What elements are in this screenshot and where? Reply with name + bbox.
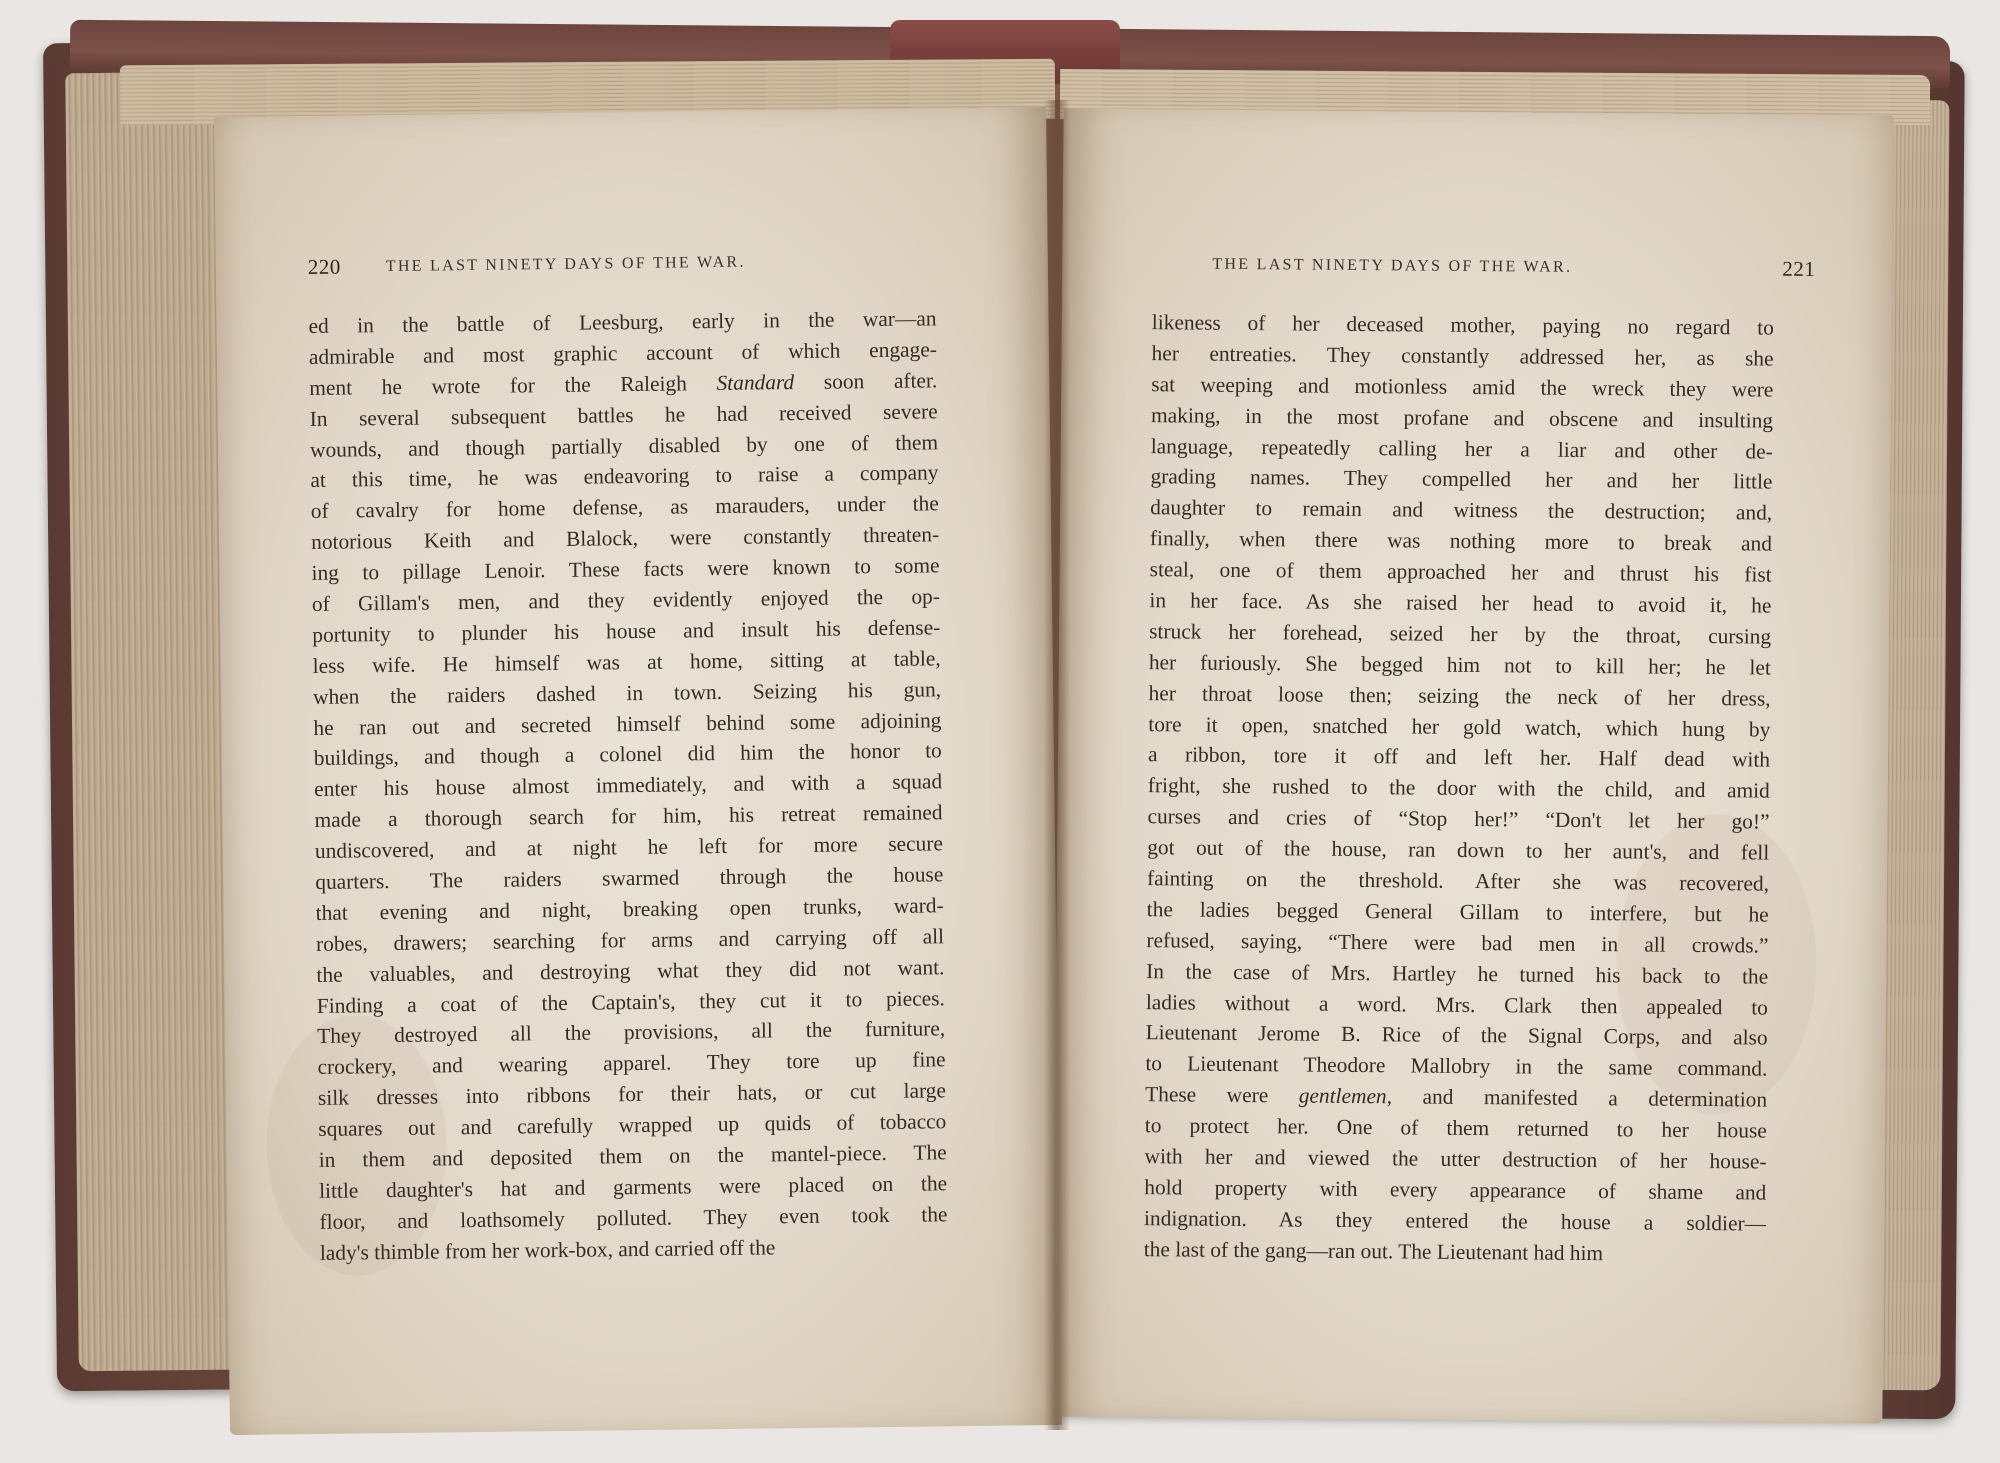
text-line: to protect her. One of them returned to her house bbox=[1144, 1113, 1767, 1143]
text-line: wounds, and though partially disabled by one of them bbox=[309, 429, 939, 462]
text-line: at this time, he was endeavoring to raise a company bbox=[310, 460, 939, 493]
text-segment: and manifested a determination bbox=[1391, 1084, 1768, 1112]
text-line: notorious Keith and Blalock, were constantly threaten- bbox=[311, 522, 940, 555]
text-line: he ran out and secreted himself behind some adjoining bbox=[313, 707, 942, 740]
text-line: tore it open, snatched her gold watch, which hung by bbox=[1148, 711, 1771, 742]
text-line: undiscovered, and at night he left for more secure bbox=[314, 831, 944, 864]
text-line: that evening and night, breaking open trunks, ward- bbox=[315, 893, 944, 925]
text-line: of cavalry for home defense, as marauders, under the bbox=[310, 491, 939, 524]
text-line: little daughter's hat and garments were placed on the bbox=[318, 1171, 948, 1203]
text-line: the valuables, and destroying what they did not want. bbox=[316, 954, 945, 987]
text-line: language, repeatedly calling her a liar and other de- bbox=[1150, 433, 1773, 464]
text-line: her furiously. She begged him not to kill her; he let bbox=[1148, 649, 1771, 680]
text-line: made a thorough search for him, his retreat remained bbox=[314, 800, 943, 833]
text-segment: soon after. bbox=[794, 368, 938, 394]
text-line: ed in the battle of Leesburg, early in the war—an bbox=[308, 306, 937, 338]
text-line: indignation. As they entered the house a soldier— bbox=[1143, 1205, 1767, 1236]
italic-word: Standard bbox=[716, 369, 795, 395]
text-line: robes, drawers; searching for arms and carrying off all bbox=[315, 924, 945, 956]
text-line: admirable and most graphic account of which engage- bbox=[308, 337, 938, 369]
text-line: fright, she rushed to the door with the child, and amid bbox=[1147, 773, 1770, 803]
text-line: the ladies begged General Gillam to interfere, but he bbox=[1146, 897, 1769, 927]
text-line: Finding a coat of the Captain's, they cut it to pieces. bbox=[316, 985, 945, 1018]
text-line: floor, and loathsomely polluted. They even took the bbox=[319, 1202, 948, 1234]
left-running-head: THE LAST NINETY DAYS OF THE WAR. bbox=[385, 253, 746, 276]
text-segment: ment he wrote for the Raleigh bbox=[309, 370, 717, 400]
text-line: lady's thimble from her work-box, and carried off the bbox=[319, 1235, 776, 1265]
text-line: fainting on the threshold. After she was recovered, bbox=[1146, 866, 1770, 896]
text-line: They destroyed all the provisions, all the furniture, bbox=[317, 1016, 946, 1049]
text-line: her entreaties. They constantly addressed her, as she bbox=[1151, 341, 1774, 371]
text-line: in her face. As she raised her head to avoid it, he bbox=[1149, 588, 1772, 618]
text-line: silk dresses into ribbons for their hats, or cut large bbox=[317, 1078, 947, 1111]
text-line: likeness of her deceased mother, paying no regard to bbox=[1151, 310, 1774, 340]
right-page bbox=[1052, 108, 1893, 1423]
right-running-head: THE LAST NINETY DAYS OF THE WAR. bbox=[1212, 255, 1573, 276]
text-line: finally, when there was nothing more to break and bbox=[1149, 526, 1773, 556]
text-line: when the raiders dashed in town. Seizing his gun, bbox=[312, 676, 942, 709]
text-segment: These were bbox=[1145, 1082, 1299, 1108]
text-line: with her and viewed the utter destruction of her house- bbox=[1144, 1144, 1767, 1174]
text-line: less wife. He himself was at home, sitting at table, bbox=[312, 646, 941, 678]
right-page-body bbox=[1144, 307, 1774, 1270]
text-line: ing to pillage Lenoir. These facts were known to some bbox=[311, 553, 940, 586]
text-line: making, in the most profane and obscene and insulting bbox=[1150, 402, 1774, 433]
text-line: buildings, and though a colonel did him the honor to bbox=[313, 738, 942, 771]
text-line: to Lieutenant Theodore Mallobry in the same command. bbox=[1145, 1051, 1768, 1081]
text-line: curses and cries of “Stop her!” “Don't let her go!” bbox=[1147, 804, 1770, 834]
text-line: enter his house almost immediately, and with a squad bbox=[314, 769, 943, 802]
text-line: refused, saying, “There were bad men in all crowds.” bbox=[1146, 927, 1769, 958]
left-page-body bbox=[308, 303, 948, 1268]
text-line: squares out and carefully wrapped up quids of tobacco bbox=[318, 1109, 947, 1142]
text-line: got out of the house, ran down to her aunt's, and fell bbox=[1147, 835, 1770, 865]
text-line: daughter to remain and witness the destruction; and, bbox=[1150, 495, 1773, 525]
text-line: hold property with every appearance of shame and bbox=[1144, 1175, 1767, 1205]
text-line: quarters. The raiders swarmed through the house bbox=[315, 862, 944, 894]
text-line: Lieutenant Jerome B. Rice of the Signal Corps, and also bbox=[1145, 1020, 1768, 1051]
text-line: portunity to plunder his house and insult his defense- bbox=[312, 615, 941, 647]
text-line: the last of the gang—ran out. The Lieutenant had him bbox=[1143, 1236, 1604, 1265]
text-line: In several subsequent battles he had received severe bbox=[309, 398, 938, 431]
text-line: sat weeping and motionless amid the wreck they were bbox=[1151, 371, 1774, 402]
left-page bbox=[214, 107, 1062, 1435]
text-line: her throat loose then; seizing the neck of her dress, bbox=[1148, 680, 1771, 711]
text-line: ladies without a word. Mrs. Clark then appealed to bbox=[1145, 989, 1769, 1020]
text-line: grading names. They compelled her and her little bbox=[1150, 464, 1773, 495]
right-page-number: 221 bbox=[1782, 256, 1816, 281]
text-line: of Gillam's men, and they evidently enjoyed the op- bbox=[311, 584, 941, 616]
text-line: struck her forehead, seized her by the throat, cursing bbox=[1149, 619, 1772, 649]
text-line: steal, one of them approached her and thrust his fist bbox=[1149, 557, 1772, 587]
text-line: In the case of Mrs. Hartley he turned his back to the bbox=[1146, 958, 1769, 989]
book-gutter bbox=[1044, 100, 1070, 1430]
text-line: crockery, and wearing apparel. They tore up fine bbox=[317, 1047, 946, 1080]
text-line: a ribbon, tore it off and left her. Half dead with bbox=[1147, 742, 1771, 773]
text-line: in them and deposited them on the mantel-piece. The bbox=[318, 1140, 947, 1172]
left-page-number: 220 bbox=[307, 254, 341, 279]
italic-word: gentlemen, bbox=[1298, 1083, 1393, 1109]
